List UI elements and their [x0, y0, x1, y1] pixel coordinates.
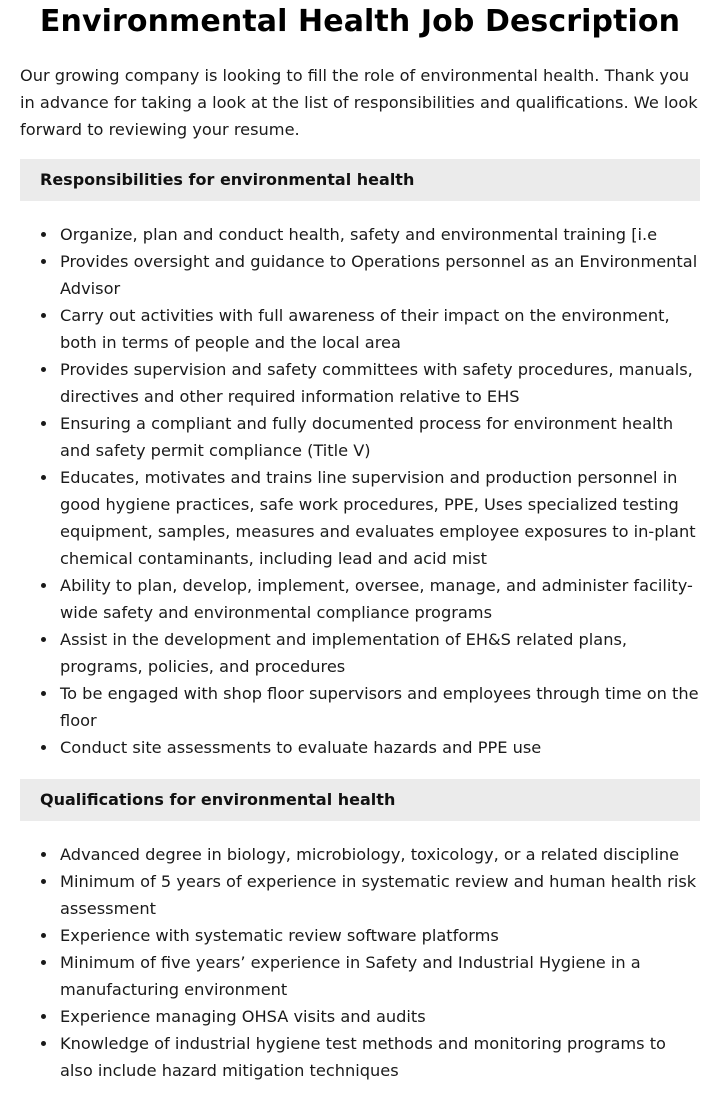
qualifications-heading: Qualifications for environmental health	[20, 779, 700, 821]
bullet-icon	[41, 933, 46, 938]
list-item	[20, 356, 700, 410]
list-item-text: Experience managing OHSA visits and audits	[60, 1007, 426, 1026]
list-item	[20, 302, 700, 356]
list-item-text: Knowledge of industrial hygiene test methods and monitoring programs to also include hazard mitigation techniques	[60, 1034, 666, 1080]
list-item	[20, 841, 700, 868]
bullet-icon	[41, 637, 46, 642]
list-item-text: Educates, motivates and trains line supervision and production personnel in good hygiene practices, safe work procedures, PPE, Uses specialized testing equipment, samples, measures and evaluates employee exposures to in-plant chemical contaminants, including lead and acid mist	[60, 468, 696, 568]
bullet-icon	[41, 421, 46, 426]
bullet-icon	[41, 691, 46, 696]
list-item-text: Carry out activities with full awareness of their impact on the environment, both in terms of people and the local area	[60, 306, 670, 352]
bullet-icon	[41, 313, 46, 318]
qualifications-list	[20, 841, 700, 1084]
list-item	[20, 572, 700, 626]
list-item	[20, 1030, 700, 1084]
list-item	[20, 248, 700, 302]
bullet-icon	[41, 367, 46, 372]
list-item-text: Ensuring a compliant and fully documented process for environment health and safety permit compliance (Title V)	[60, 414, 674, 460]
list-item	[20, 734, 700, 761]
list-item-text: To be engaged with shop floor supervisors and employees through time on the floor	[60, 684, 699, 730]
list-item-text: Experience with systematic review software platforms	[60, 926, 499, 945]
bullet-icon	[41, 475, 46, 480]
bullet-icon	[41, 745, 46, 750]
list-item	[20, 410, 700, 464]
responsibilities-heading: Responsibilities for environmental health	[20, 159, 700, 201]
list-item-text: Provides supervision and safety committees with safety procedures, manuals, directives and other required information relative to EHS	[60, 360, 693, 406]
section-spacer	[20, 761, 700, 779]
list-item-text: Organize, plan and conduct health, safety and environmental training [i.e	[60, 225, 658, 244]
list-item	[20, 922, 700, 949]
bullet-icon	[41, 583, 46, 588]
bullet-icon	[41, 1041, 46, 1046]
bullet-icon	[41, 960, 46, 965]
bullet-icon	[41, 879, 46, 884]
list-item	[20, 1003, 700, 1030]
list-item	[20, 868, 700, 922]
intro-paragraph: Our growing company is looking to fill the role of environmental health. Thank you in advance for taking a look at the list of responsibilities and qualifications. We look forward to reviewing your resume.	[20, 66, 698, 139]
bullet-icon	[41, 232, 46, 237]
list-item	[20, 221, 700, 248]
list-item	[20, 626, 700, 680]
list-item-text: Minimum of five years’ experience in Safety and Industrial Hygiene in a manufacturing environment	[60, 953, 641, 999]
list-item-text: Assist in the development and implementation of EH&S related plans, programs, policies, and procedures	[60, 630, 628, 676]
list-item-text: Provides oversight and guidance to Operations personnel as an Environmental Advisor	[60, 252, 698, 298]
list-item-text: Minimum of 5 years of experience in systematic review and human health risk assessment	[60, 872, 697, 918]
list-item	[20, 464, 700, 572]
responsibilities-list	[20, 221, 700, 761]
list-item-text: Conduct site assessments to evaluate hazards and PPE use	[60, 738, 542, 757]
bullet-icon	[41, 1014, 46, 1019]
bullet-icon	[41, 852, 46, 857]
list-item-text: Ability to plan, develop, implement, oversee, manage, and administer facility-wide safety and environmental compliance programs	[60, 576, 693, 622]
list-item-text: Advanced degree in biology, microbiology, toxicology, or a related discipline	[60, 845, 680, 864]
list-item	[20, 680, 700, 734]
bullet-icon	[41, 259, 46, 264]
list-item	[20, 949, 700, 1003]
page-title: Environmental Health Job Description	[39, 4, 681, 39]
